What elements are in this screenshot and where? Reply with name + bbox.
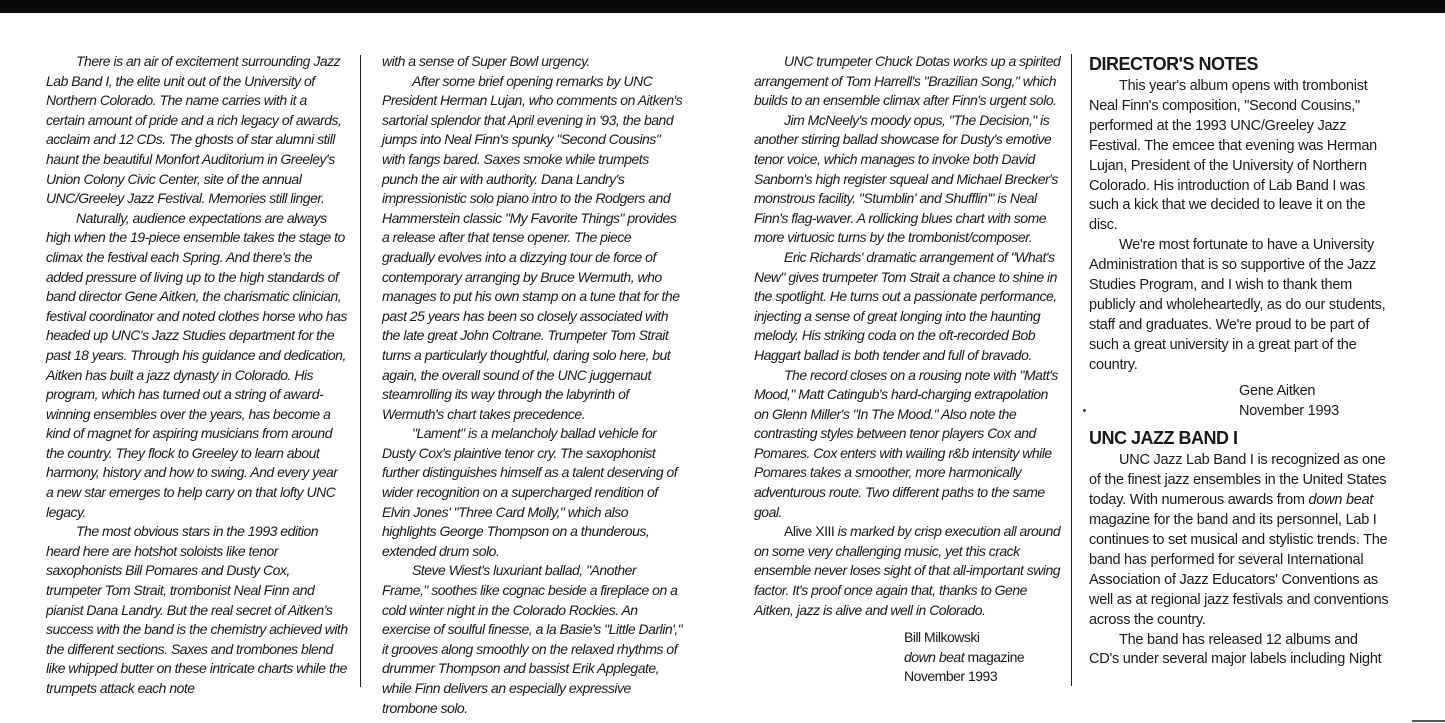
paragraph-text: is marked by crisp execution all around on some very challenging music, yet this crack ensemble never loses sight of that all-important swing factor. It's proof once again that, thanks to Gene Aitken, jazz is alive and well in Colorado. — [754, 523, 1061, 618]
signature-name: Gene Aitken — [1239, 382, 1316, 399]
credit-date: November 1993 — [904, 668, 998, 685]
liner-notes-column-3 — [754, 52, 1064, 687]
speck — [1083, 409, 1086, 412]
section-heading: DIRECTOR'S NOTES — [1089, 54, 1258, 74]
edge-mark — [1412, 720, 1445, 722]
paragraph: There is an air of excitement surrounding Jazz Lab Band I, the elite unit out of the University of Northern Colorado. The name carries with it a certain amount of pride and a rich legacy of awards, acclaim and 12 CDs. The ghosts of star alumni still haunt the beautiful Monfort Auditorium in Greeley's Union Colony Civic Center, site of the annual UNC/Greeley Jazz Festival. Memories still linger. — [46, 53, 342, 207]
paragraph: "Lament" is a melancholy ballad vehicle for Dusty Cox's plaintive tenor cry. The saxophonist further distinguishes himself as a talent deserving of wider recognition on a supercharged rendition of Elvin Jones' "Three Card Molly," which also highlights George Thompson on a thunderous, extended drum solo. — [382, 425, 678, 559]
credit-name: Bill Milkowski — [904, 629, 980, 646]
signature — [1239, 382, 1389, 422]
top-black-bar — [0, 0, 1445, 13]
review-credit — [904, 628, 1064, 687]
credit-magazine — [904, 648, 1064, 668]
paragraph-text: magazine for the band and its personnel, Lab I continues to set musical and stylistic trends. The band has performed for several International Association of Jazz Educators' Conventions as well as at regional jazz festivals and conventions across the country. — [1089, 512, 1389, 628]
paragraph: Jim McNeely's moody opus, "The Decision," is another stirring ballad showcase for Dusty's emotive tenor voice, which manages to invoke both David Sanborn's high register squeal and Michael Brecker's monstrous facility. "Stumblin' and Shufflin'" is Neal Finn's flag-waver. A rollicking blues chart with some more virtuosic turns by the trombonist/composer. — [754, 111, 1058, 246]
paragraph: Eric Richards' dramatic arrangement of "What's New" gives trumpeter Tom Strait a chance to shine in the spotlight. He turns out a passionate performance, injecting a sense of great longing into the haunting melody. His striking coda on the oft-recorded Bob Haggart ballad is both tender and full of bravado. — [754, 248, 1057, 363]
column-divider — [360, 55, 361, 687]
paragraph-continuation: with a sense of Super Bowl urgency. — [382, 53, 590, 69]
column-divider — [1071, 54, 1072, 686]
paragraph: Steve Wiest's luxuriant ballad, "Another Frame," soothes like cognac beside a fireplace on a cold winter night in the Colorado Rockies. An exercise of soulful finesse, a la Basie's "Little Darlin'," it grooves along smoothly on the relaxed rhythms of drummer Thompson and bassist Erik Applegate, while Finn delivers an especially expressive trombone solo. — [382, 562, 683, 716]
paragraph: The band has released 12 albums and CD's under several major labels including Night — [1089, 631, 1382, 668]
paragraph — [1089, 451, 1389, 630]
album-title: Alive XIII — [784, 523, 835, 540]
liner-notes-column-2 — [382, 52, 684, 718]
paragraph: The most obvious stars in the 1993 edition heard here are hotshot soloists like tenor saxophonists Bill Pomares and Dusty Cox, trumpeter Tom Strait, trombonist Neal Finn and pianist Dana Landry. But the real secret of Aitken's success with the band is the chemistry achieved with the different sections. Saxes and trombones blend like whipped butter on these intricate charts while the trumpets attack each note — [46, 523, 348, 696]
section-heading: UNC JAZZ BAND I — [1089, 428, 1238, 449]
directors-notes-column — [1089, 53, 1389, 670]
paragraph-text: UNC Jazz Lab Band I is recognized as one of the finest jazz ensembles in the United States today. With numerous awards from — [1089, 452, 1387, 509]
magazine-name: down beat — [904, 648, 965, 665]
paragraph: We're most fortunate to have a University Administration that is so supportive of the Jazz Studies Program, and I wish to thank them publicly and wholeheartedly, as do our students, staff and graduates. We're proud to be part of such a great university in a great part of the country. — [1089, 237, 1386, 373]
paragraph: After some brief opening remarks by UNC President Herman Lujan, who comments on Aitken's sartorial splendor that April evening in '93, the band jumps into Neal Finn's spunky "Second Cousins" with fangs bared. Saxes smoke while trumpets punch the air with authority. Dana Landry's impressionistic solo piano intro to the Rodgers and Hammerstein classic "My Favorite Things" provides a release after that tense opener. The piece gradually evolves into a dizzying tour de force of contemporary arranging by Bruce Wermuth, who manages to put his own stamp on a tune that for the past 25 years has been so closely associated with the late great John Coltrane. Trumpeter Tom Strait turns a particularly thoughtful, daring solo here, but again, the overall sound of the UNC juggernaut steamrolling its way through the labyrinth of Wermuth's chart takes precedence. — [382, 72, 683, 422]
paragraph: UNC trumpeter Chuck Dotas works up a spirited arrangement of Tom Harrell's "Brazilian Song," which builds to an ensemble climax after Finn's urgent solo. — [754, 53, 1061, 109]
magazine-suffix: magazine — [964, 648, 1025, 665]
paragraph: This year's album opens with trombonist Neal Finn's composition, "Second Cousins," performed at the 1993 UNC/Greeley Jazz Festival. The emcee that evening was Herman Lujan, President of the University of Northern Colorado. His introduction of Lab Band I was such a kick that we decided to leave it on the disc. — [1089, 78, 1377, 234]
liner-notes-column-1 — [46, 52, 348, 699]
paragraph: Naturally, audience expectations are always high when the 19-piece ensemble takes the stage to climax the festival each Spring. And there's the added pressure of living up to the high standards of band director Gene Aitken, the charismatic clinician, festival coordinator and noted clothes horse who has headed up UNC's Jazz Studies department for the past 18 years. Through his guidance and dedication, Aitken has built a jazz dynasty in Colorado. His program, which has turned out a string of award-winning ensembles over the years, has become a kind of magnet for aspiring musicians from around the country. They flock to Greeley to learn about harmony, history and how to swing. And every year a new star emerges to help carry on that lofty UNC legacy. — [46, 209, 347, 520]
paragraph — [754, 522, 1064, 620]
paragraph: The record closes on a rousing note with "Matt's Mood," Matt Catingub's hard-charging extrapolation on Glenn Miller's "In The Mood." Also note the contrasting styles between tenor players Cox and Pomares. Cox enters with wailing r&b intensity while Pomares takes a smoother, more harmonically adventurous route. Two different paths to the same goal. — [754, 366, 1058, 520]
signature-date: November 1993 — [1239, 402, 1339, 419]
magazine-name: down beat — [1308, 492, 1374, 509]
